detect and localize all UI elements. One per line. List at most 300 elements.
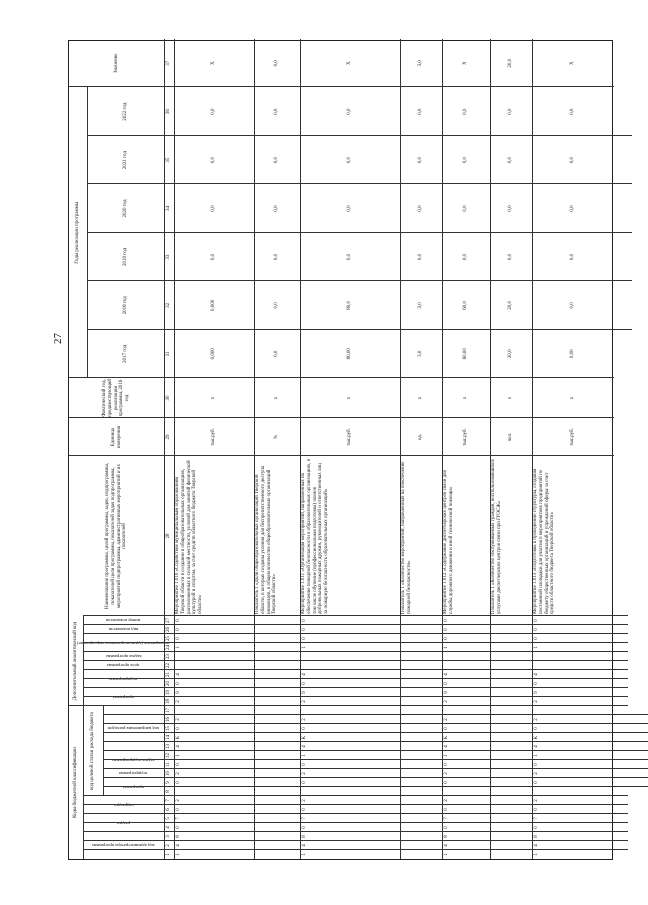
code-cell: 0 <box>302 826 307 829</box>
row-name: Мероприятие 1.013 «Подготовка к проведению структуры, создания постоянной площадки для участия в мероприятиях предприятий по бюджету общественных организаций и учреждений сферы за счет средств областного бюджета Тверской области» <box>533 468 556 614</box>
code-cell: 1 <box>444 853 449 856</box>
row-value: 0,0 <box>211 108 217 115</box>
grid-line <box>83 840 628 841</box>
code-cell: 7 <box>176 817 181 820</box>
column-number: 10 <box>166 771 171 776</box>
column-number: 2 <box>166 844 171 847</box>
header-section: раздел <box>117 820 130 826</box>
code-cell <box>400 679 410 688</box>
code-cell <box>254 805 264 814</box>
code-cell: 4 <box>444 673 449 676</box>
code-cell: K <box>302 735 307 740</box>
column-number: 21 <box>166 672 171 677</box>
page-number: 27 <box>52 333 64 344</box>
header-unit: Единица измерения <box>110 425 122 449</box>
row-value: 0,0 <box>508 253 514 261</box>
code-cell: 4 <box>302 673 307 676</box>
code-cell: 1 <box>444 646 449 649</box>
grid-line <box>103 732 648 733</box>
code-cell: 1 <box>534 646 539 649</box>
code-cell <box>490 769 500 778</box>
grid-line <box>83 633 628 634</box>
row-value: Х <box>570 61 576 66</box>
code-cell <box>490 643 500 652</box>
code-cell <box>490 751 500 760</box>
code-cell <box>442 787 452 796</box>
code-cell: 2 <box>534 772 539 775</box>
code-cell: 4 <box>176 673 181 676</box>
code-cell <box>490 670 500 679</box>
column-number: 4 <box>166 826 171 829</box>
code-cell <box>254 670 264 679</box>
grid-line <box>83 831 628 832</box>
code-cell <box>490 850 500 859</box>
row-value: 0,0 <box>274 108 280 115</box>
code-cell <box>490 796 500 805</box>
row-value: 0,0 <box>274 350 280 357</box>
header-measure-part: мероприятие (административное мероприятие) <box>77 640 170 646</box>
row-value: Х <box>347 61 353 66</box>
code-cell <box>254 832 264 841</box>
column-number: 24 <box>166 645 171 650</box>
grid-line <box>83 651 628 652</box>
header-additional-code: Дополнительный аналитический код <box>73 621 79 701</box>
code-cell <box>400 751 410 760</box>
code-cell <box>400 652 410 661</box>
row-value: 0,0 <box>347 156 353 164</box>
code-cell: 2 <box>444 718 449 721</box>
row-finance: х <box>463 396 469 400</box>
grid-line <box>83 687 628 688</box>
code-cell <box>400 769 410 778</box>
row-value: 0,000 <box>211 299 217 311</box>
code-cell <box>442 661 452 670</box>
code-cell: 1 <box>176 754 181 757</box>
code-cell: 8 <box>302 835 307 838</box>
code-cell: 4 <box>534 844 539 847</box>
column-number: 31 <box>166 351 171 357</box>
code-cell: 0 <box>302 808 307 811</box>
code-cell <box>400 814 410 823</box>
code-cell: 2 <box>444 799 449 802</box>
code-cell <box>490 706 500 715</box>
code-cell: 2 <box>176 718 181 721</box>
code-cell <box>490 733 500 742</box>
code-cell: 4 <box>444 844 449 847</box>
row-value: 0,0 <box>347 205 353 212</box>
code-cell: 4 <box>444 745 449 748</box>
code-cell <box>254 697 264 706</box>
code-cell <box>400 742 410 751</box>
code-cell <box>400 787 410 796</box>
code-cell <box>254 616 264 625</box>
code-cell <box>490 760 500 769</box>
row-value: 60,0 <box>463 301 469 310</box>
code-cell <box>254 778 264 787</box>
grid-line <box>103 777 648 778</box>
code-cell <box>254 679 264 688</box>
code-cell <box>254 841 264 850</box>
row-value: 0,0 <box>418 156 424 164</box>
row-value: Х <box>211 61 217 66</box>
code-cell <box>490 787 500 796</box>
code-cell: 9 <box>444 691 449 694</box>
header-direction-code: код направления расходов <box>108 726 159 732</box>
code-cell: 0 <box>302 727 307 730</box>
code-cell: 1 <box>534 853 539 856</box>
column-number: 17 <box>166 708 171 713</box>
row-finance: х <box>274 396 280 400</box>
header-name: Наименование программы, целей программы, задач, подпрограммы, показателей цели программы, показателей задач подпрограммы, мероприятий подпрограммы, административных мероприятий и их показателей <box>105 463 128 609</box>
code-cell <box>490 652 500 661</box>
row-value: 0,0 <box>347 108 353 115</box>
header-subsection: подраздел <box>113 802 134 808</box>
column-number: 30 <box>166 395 171 401</box>
code-cell: 0 <box>302 781 307 784</box>
column-number: 29 <box>166 434 171 440</box>
code-cell: 0 <box>302 763 307 766</box>
header-subprogram: подпрограмма <box>119 771 148 777</box>
code-cell: 2 <box>302 718 307 721</box>
column-number: 32 <box>166 302 171 308</box>
row-value: 0,0 <box>347 253 353 261</box>
header-type: вид показателя <box>108 627 139 633</box>
code-cell <box>254 742 264 751</box>
code-cell: 0 <box>176 826 181 829</box>
code-cell: 9 <box>302 691 307 694</box>
header-final: Значение <box>113 53 119 73</box>
row-finance: х <box>570 396 576 400</box>
code-cell <box>400 841 410 850</box>
code-cell <box>490 625 500 634</box>
code-cell <box>254 661 264 670</box>
code-cell <box>490 832 500 841</box>
grid-line <box>83 795 628 796</box>
row-value: 0,0 <box>463 156 469 164</box>
code-cell: 0 <box>302 682 307 685</box>
row-unit: тыс.руб. <box>463 428 469 446</box>
code-cell: 0 <box>176 619 181 622</box>
column-number: 34 <box>166 206 171 212</box>
code-cell: 4 <box>534 673 539 676</box>
row-name: Показатель 1 «Доля общеобразовательных организаций Тверской области, в которых созданы условия для беспрепятственного доступа инвалидов, в общем количестве общеобразовательных организаций Тверской области» <box>255 465 278 614</box>
column-number: 36 <box>166 109 171 115</box>
code-cell <box>400 715 410 724</box>
column-number: 12 <box>166 753 171 758</box>
code-cell <box>490 616 500 625</box>
column-number: 6 <box>166 808 171 811</box>
grid-line <box>103 741 648 742</box>
header-year-2017: 2017 год <box>122 344 128 363</box>
row-name: Мероприятие 1.012 «Содержание диспетчерских центров связи для службы дорожного движения и иной технической помощи» <box>443 470 454 614</box>
code-cell <box>400 670 410 679</box>
code-cell <box>254 652 264 661</box>
row-unit: тыс.руб. <box>211 428 217 446</box>
row-value: 0,00 <box>570 349 576 359</box>
header-admin-code: код администратора программы <box>92 843 155 849</box>
code-cell <box>490 697 500 706</box>
code-cell <box>400 733 410 742</box>
row-value: 0,0 <box>508 108 514 115</box>
column-number: 13 <box>166 744 171 749</box>
code-cell <box>532 787 542 796</box>
row-value: 0,0 <box>463 108 469 115</box>
code-cell <box>400 706 410 715</box>
code-cell <box>400 643 410 652</box>
column-number: 28 <box>166 533 171 539</box>
column-number: 37 <box>166 60 171 66</box>
row-value: 0,0 <box>274 60 280 67</box>
code-cell: 1 <box>444 754 449 757</box>
code-cell <box>254 796 264 805</box>
code-cell: 0 <box>302 637 307 640</box>
code-cell: 1 <box>534 754 539 757</box>
grid-line <box>83 678 628 679</box>
row-value: 20,0 <box>508 301 514 310</box>
grid-line <box>83 696 628 697</box>
code-cell <box>490 661 500 670</box>
row-value: 3,0 <box>418 302 424 309</box>
code-cell: 0 <box>444 637 449 640</box>
code-cell <box>400 661 410 670</box>
code-cell <box>254 760 264 769</box>
code-cell: 4 <box>176 745 181 748</box>
code-cell: 0 <box>534 808 539 811</box>
code-cell <box>400 823 410 832</box>
grid-line <box>83 849 628 850</box>
code-cell <box>442 706 452 715</box>
code-cell: K <box>176 735 181 740</box>
row-name: Показатель 1 «Количество обслуживаемых граждан, воспользовавшихся услугами диспетчерских центров связи при ГРЭСЖ» <box>491 459 502 614</box>
code-cell <box>490 778 500 787</box>
rotated-table-wrapper <box>68 40 613 860</box>
column-number: 5 <box>166 817 171 820</box>
row-value: 0,0 <box>570 253 576 261</box>
code-cell: 0 <box>534 637 539 640</box>
header-budget-codes: Коды бюджетной классификации <box>73 747 79 818</box>
column-number: 20 <box>166 681 171 686</box>
column-number: 14 <box>166 735 171 740</box>
code-cell: 0 <box>444 763 449 766</box>
code-cell <box>300 706 310 715</box>
code-cell <box>254 634 264 643</box>
row-value: 3,0 <box>418 60 424 67</box>
row-finance: х <box>508 396 514 400</box>
code-cell <box>490 805 500 814</box>
code-cell <box>490 823 500 832</box>
code-cell: 0 <box>176 763 181 766</box>
code-cell <box>174 652 184 661</box>
grid-line <box>103 723 648 724</box>
header-year-2021: 2021 год <box>122 151 128 170</box>
row-value: 0,0 <box>274 156 280 164</box>
column-number: 1 <box>166 853 171 856</box>
code-cell <box>532 706 542 715</box>
code-cell <box>532 661 542 670</box>
header-year-2018: 2018 год <box>122 296 128 315</box>
code-cell: 9 <box>176 691 181 694</box>
row-value: 0,000 <box>211 348 217 360</box>
code-cell: 4 <box>302 745 307 748</box>
header-task-part: задача программы <box>105 654 142 660</box>
code-cell <box>400 688 410 697</box>
code-cell <box>174 661 184 670</box>
row-value: 0,0 <box>508 156 514 164</box>
code-cell <box>174 706 184 715</box>
code-cell: 4 <box>302 844 307 847</box>
code-cell: 0 <box>444 682 449 685</box>
header-program-part: программа <box>112 694 135 700</box>
row-value: 0,0 <box>274 253 280 261</box>
code-cell <box>174 787 184 796</box>
code-cell: 0 <box>534 727 539 730</box>
code-cell <box>254 715 264 724</box>
column-number: 19 <box>166 690 171 695</box>
column-number: 9 <box>166 781 171 784</box>
code-cell: 4 <box>534 745 539 748</box>
code-cell: 2 <box>176 772 181 775</box>
row-unit: чел. <box>508 432 514 442</box>
code-cell: 1 <box>302 754 307 757</box>
row-finance: х <box>347 396 353 400</box>
code-cell: 1 <box>176 646 181 649</box>
code-cell <box>400 796 410 805</box>
header-finance: Фактический год, предшествующий реализации программы, 2016 год <box>102 378 131 418</box>
column-number: 8 <box>166 790 171 793</box>
row-value: 0,0 <box>570 156 576 164</box>
header-subprogram-part: подпрограмма <box>109 676 138 682</box>
code-cell: 0 <box>444 808 449 811</box>
grid-line <box>83 642 628 643</box>
code-cell <box>490 634 500 643</box>
column-number: 35 <box>166 157 171 163</box>
row-value: 0,0 <box>570 108 576 115</box>
code-cell <box>254 688 264 697</box>
column-number: 18 <box>166 699 171 704</box>
row-value: 0,0 <box>418 253 424 261</box>
code-cell <box>400 832 410 841</box>
row-value: 20,0 <box>508 58 514 68</box>
program-table <box>68 40 613 860</box>
header-year-2019: 2019 год <box>122 247 128 266</box>
column-number: 7 <box>166 799 171 802</box>
code-cell: 0 <box>176 628 181 631</box>
code-cell <box>254 850 264 859</box>
code-cell: 0 <box>444 781 449 784</box>
column-number: 33 <box>166 254 171 260</box>
column-number: 23 <box>166 654 171 659</box>
grid-line <box>83 669 628 670</box>
row-value: 0,0 <box>463 205 469 212</box>
code-cell <box>254 751 264 760</box>
code-cell <box>490 679 500 688</box>
grid-line <box>83 822 628 823</box>
code-cell <box>254 787 264 796</box>
column-number: 15 <box>166 726 171 731</box>
row-value: 20,0 <box>508 349 514 359</box>
code-cell: 2 <box>534 718 539 721</box>
header-target-article: код целевой статьи расхода бюджета <box>90 712 96 790</box>
code-cell <box>300 661 310 670</box>
column-number: 27 <box>166 618 171 623</box>
row-unit: тыс.руб. <box>570 428 576 446</box>
code-cell <box>490 724 500 733</box>
code-cell: 1 <box>302 646 307 649</box>
code-cell <box>400 778 410 787</box>
code-cell: 4 <box>176 844 181 847</box>
grid-line <box>103 786 648 787</box>
code-cell <box>442 652 452 661</box>
code-cell <box>254 643 264 652</box>
code-cell: 8 <box>444 835 449 838</box>
header-task: задача подпрограммы <box>112 757 155 763</box>
code-cell: 0 <box>176 682 181 685</box>
grid-line <box>83 660 628 661</box>
column-number: 22 <box>166 663 171 668</box>
code-cell: 2 <box>444 700 449 703</box>
code-cell: 0 <box>176 781 181 784</box>
code-cell: K <box>444 735 449 740</box>
column-number: 11 <box>166 762 171 767</box>
code-cell: 0 <box>444 619 449 622</box>
header-year-2020: 2020 год <box>122 199 128 218</box>
code-cell <box>490 715 500 724</box>
code-cell <box>300 652 310 661</box>
code-cell <box>400 634 410 643</box>
row-value: 60,00 <box>463 348 469 360</box>
code-cell <box>490 814 500 823</box>
grid-line <box>83 813 628 814</box>
code-cell <box>400 724 410 733</box>
row-unit: % <box>274 434 280 440</box>
code-cell <box>400 760 410 769</box>
row-unit: ед. <box>418 434 424 440</box>
code-cell: 0 <box>534 763 539 766</box>
code-cell: 2 <box>302 700 307 703</box>
grid-line <box>83 624 628 625</box>
column-number: 25 <box>166 636 171 641</box>
column-number: 3 <box>166 835 171 838</box>
row-value: 0,0 <box>211 253 217 261</box>
row-value: 80,00 <box>347 348 353 360</box>
grid-line <box>103 714 648 715</box>
row-value: 80,0 <box>347 301 353 310</box>
column-number: 16 <box>166 717 171 722</box>
code-cell: 2 <box>302 799 307 802</box>
code-cell: 2 <box>176 799 181 802</box>
code-cell: 0 <box>444 826 449 829</box>
row-value: Х <box>463 61 469 66</box>
code-cell <box>400 805 410 814</box>
code-cell <box>400 850 410 859</box>
row-value: 0,0 <box>463 253 469 261</box>
code-cell: 0 <box>534 781 539 784</box>
row-value: 0,0 <box>508 205 514 212</box>
code-cell <box>254 724 264 733</box>
code-cell <box>300 787 310 796</box>
code-cell <box>490 742 500 751</box>
row-value: 0,0 <box>418 108 424 115</box>
column-number: 26 <box>166 627 171 632</box>
code-cell <box>490 841 500 850</box>
grid-line <box>103 759 648 760</box>
code-cell: 8 <box>176 835 181 838</box>
code-cell: 7 <box>534 817 539 820</box>
code-cell: 7 <box>444 817 449 820</box>
code-cell: 0 <box>176 808 181 811</box>
code-cell: 2 <box>534 700 539 703</box>
code-cell <box>254 706 264 715</box>
